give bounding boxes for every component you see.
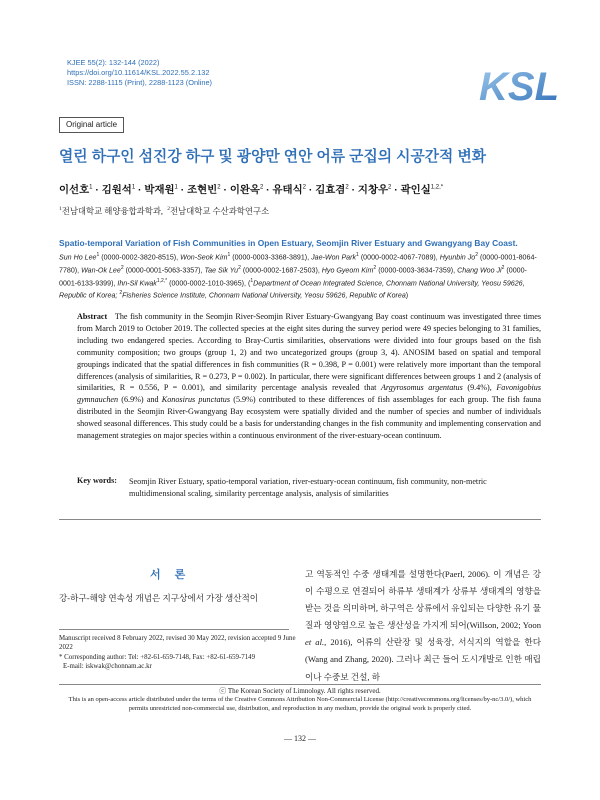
author-orcid[interactable]: (0000-0001-5063-3357): [125, 266, 201, 275]
author-separator: ·: [305, 185, 316, 196]
author-en-name: Tae Sik Yu: [204, 266, 239, 275]
section-divider: [59, 519, 541, 520]
author-ko-affil-mark: 1: [174, 184, 178, 191]
author-ko-name: 김효겸: [315, 185, 346, 196]
intro-left-text: 강-하구-해양 연속성 개념은 지구상에서 가장 생산적이: [59, 593, 259, 603]
author-en-name: Jae-Won Park: [311, 253, 357, 262]
author-en-name: Chang Woo Ji: [457, 266, 502, 275]
author-ko-affil-mark: 1: [89, 184, 93, 191]
species-1: Argyrosomus argentatus: [380, 383, 463, 393]
korean-affiliations: $^1$전남대학교 해양융합과학과, $^2$전남대학교 수산과학연구소: [59, 206, 270, 216]
author-en-affil-mark: 1: [356, 252, 359, 258]
intro-right-etal: et al.: [305, 637, 325, 648]
author-en-affil-mark: 2: [238, 264, 241, 271]
author-ko-affil-mark: 2: [259, 184, 264, 191]
author-ko-name: 이완옥: [229, 185, 260, 196]
logo-text: KSL: [479, 65, 559, 106]
keywords-label: Key words:: [77, 476, 117, 485]
affiliation-en-2: Fisheries Science Institute, Chonnam National University, Yeosu 59626, Republic of Korea: [122, 291, 406, 300]
copyright-line: ⓒ The Korean Society of Limnology. All rights reserved.: [219, 687, 381, 695]
license-text: This is an open-access article distributed under the terms of the Creative Commons Attribution Non-Commercial License (http://creativecommons.org/licenses/by-nc/3.0/), which permits unrestricted non-commercial use, distribution, and reproduction in any medium, provide the original work is properly cited.: [68, 696, 532, 712]
author-ko-name: 이선호: [59, 185, 90, 196]
footer-divider: [59, 684, 541, 685]
author-orcid[interactable]: (0000-0003-3634-7359): [378, 266, 454, 275]
english-title: Spatio-temporal Variation of Fish Communities in Open Estuary, Seomjin River Estuary and Gwangyang Bay Coast.: [59, 238, 518, 248]
abstract-section: [77, 311, 541, 442]
author-separator: ·: [135, 185, 145, 196]
author-orcid[interactable]: (0000-0002-3820-8515): [101, 253, 177, 262]
abstract-pct-1: (9.4%),: [462, 383, 497, 393]
author-en-affil-mark: 1,2,*: [156, 277, 168, 284]
author-en-affil-mark: 2: [501, 264, 505, 271]
author-ko-name: 유태식: [272, 185, 303, 196]
affiliation-ko-1: 전남대학교 해양융합과학과,: [61, 207, 164, 216]
author-separator: ·: [263, 185, 273, 196]
author-en-name: Ihn-Sil Kwak: [117, 278, 157, 287]
author-separator: ·: [220, 185, 230, 196]
manuscript-notes: [59, 634, 299, 672]
author-en-name: Sun Ho Lee: [59, 253, 97, 262]
abstract-text-2: (5.9%) contributed to these differences of fish assemblages for each group. The fish fauna distributed in the Seomjin River-Gwangyang Bay ecosystem were spatially divided and the number of species and number of individuals showed seasonal differences. This study could be a basis for understanding changes in the fish community and implementing conservation and management strategies on major species within a continuous environment of the river-estuary-ocean continuum.: [77, 395, 542, 441]
journal-meta: [67, 58, 212, 88]
species-3: Konosirus punctatus: [161, 395, 231, 405]
journal-issn: ISSN: 2288-1115 (Print), 2288-1123 (Online): [67, 78, 213, 87]
intro-heading: 서론: [150, 569, 200, 581]
author-separator: ·: [348, 185, 358, 196]
author-en-affil-mark: 2: [475, 252, 478, 258]
affiliation-en-1: Department of Ocean Integrated Science, Chonnam National University, Yeosu 59626, Republic of Korea;: [59, 278, 525, 300]
footer: [59, 687, 541, 713]
keywords-section: [77, 476, 541, 512]
article-type-badge: Original article: [59, 117, 124, 133]
author-ko-affil-mark: 2: [388, 184, 392, 191]
author-ko-affil-mark: 2: [302, 184, 306, 191]
author-en-name: Won-Seok Kim: [180, 253, 228, 262]
author-separator: ·: [92, 185, 102, 196]
species-2: Favonigobius gymnauchen: [77, 383, 542, 405]
author-orcid[interactable]: (0000-0002-4067-7089): [360, 253, 436, 262]
author-ko-name: 지창우: [357, 185, 389, 196]
notes-divider: [59, 629, 289, 630]
author-separator: ·: [177, 185, 188, 196]
english-authors: Sun Ho Lee$^1$ (0000-0002-3820-8515), Won-Seok Kim$^1$ (0000-0003-3368-3891), Jae-Won Park$^1$ (0000-0002-4067-7089), Hyunbin Jo$^2$ (0000-0001-8064-7780), Wan-Ok Lee$^2$ (0000-0001-5063-3357), Tae Sik Yu$^2$ (0000-0002-1687-2503), Hyo Gyeom Kim$^2$ (0000-0003-3634-7359), Chang Woo Ji$^2$ (0000-0001-6133-9399), Ihn-Sil Kwak$^{1,2,*}$ (0000-0002-1010-3965), ($^1$Department of Ocean Integrated Science, Chonnam National University, Yeosu 59626, Republic of Korea; $^2$Fisheries Science Institute, Chonnam National University, Yeosu 59626, Republic of Korea): [59, 252, 537, 300]
author-en-affil-mark: 1: [227, 252, 231, 258]
keywords-text: Seomjin River Estuary, spatio-temporal variation, river-estuary-ocean continuum, fish community, non-metric multidimensional scaling, similarity percentage analysis, analysis of similarities: [129, 477, 487, 498]
author-en-name: Hyo Gyeom Kim: [321, 266, 374, 275]
author-en-name: Wan-Ok Lee: [81, 266, 121, 275]
journal-citation: KJEE 55(2): 132-144 (2022): [67, 58, 160, 67]
ksl-logo: [478, 60, 560, 106]
intro-right-a: 고 역동적인 수중 생태계를 설명한다(Paerl, 2006). 이 개념은 강이 수평으로 연결되어 하류부 생태계가 상류부 생태계의 영향을 받는 것을 의미하며, 하구역은 상류에서 유입되는 다양한 유기 물질과 영양염으로 높은 생산성을 가지게 되어(Willson, 2002; Yoon: [305, 569, 541, 631]
abstract-pct-2: (6.9%) and: [118, 395, 162, 405]
page-number: — 132 —: [284, 734, 316, 743]
author-en-affil-mark: 2: [373, 264, 377, 271]
author-ko-name: 곽인실: [400, 185, 431, 196]
intro-right-text: [305, 566, 541, 686]
author-ko-affil-mark: 2: [217, 184, 221, 191]
author-orcid[interactable]: (0000-0002-1687-2503): [242, 266, 318, 275]
affiliation-ko-2: 전남대학교 수산과학연구소: [169, 207, 270, 216]
author-separator: ·: [391, 185, 401, 196]
korean-authors: [59, 181, 443, 196]
received-note: Manuscript received 8 February 2022, revised 30 May 2022, revision accepted 9 June 2022: [59, 635, 296, 652]
author-ko-affil-mark: 1,2,*: [430, 184, 444, 191]
author-ko-affil-mark: 1: [131, 184, 136, 191]
author-en-affil-mark: 2: [120, 264, 124, 271]
journal-doi-link[interactable]: https://doi.org/10.11614/KSL.2022.55.2.132: [67, 68, 210, 77]
author-ko-affil-mark: 2: [345, 184, 349, 191]
author-en-name: Hyunbin Jo: [439, 253, 476, 262]
intro-right-b: , 2016), 어류의 산란장 및 성육장, 서식지의 역할을 한다(Wang and Zhang, 2020). 그러나 최근 들어 도시개발로 인한 매립이나 수중보 건설, 하: [305, 637, 541, 682]
author-orcid[interactable]: (0000-0001-8064-7780): [59, 253, 537, 275]
corresponding-note: * Corresponding author: Tel: +82-61-659-7148, Fax: +82-61-659-7149: [59, 653, 256, 661]
abstract-text-1: The fish community in the Seomjin River-Seomjin River Estuary-Gwangyang Bay coast continuum was investigated three times from March 2019 to October 2019. The collected species at the eight sites during the survey period were 49 species belonging to 31 families, including two endangered species. According to Bray-Curtis similarities, observations were divided into four groups based on the fish community composition; two groups (group 1, 2) and two uncategorized groups (group 3, 4). ANOSIM based on spatial and temporal groupings indicated that the spatial differences in fish communities (R = 0.398, P = 0.001) were relatively more important than the temporal differences (analysis of similarities, R = 0.273, P = 0.002). In particular, there were significant differences between groups 1 and 2 (analysis of similarities, R = 0.556, P = 0.001), and similarity percentage analysis revealed that: [77, 312, 542, 393]
email-note[interactable]: E-mail: iskwak@chonnam.ac.kr: [63, 663, 152, 671]
korean-title: 열린 하구인 섬진강 하구 및 광양만 연안 어류 군집의 시공간적 변화: [59, 149, 487, 165]
author-orcid[interactable]: (0000-0001-6133-9399): [59, 266, 527, 287]
author-ko-name: 김원석: [101, 185, 132, 196]
author-ko-name: 박재원: [144, 185, 175, 196]
abstract-label: Abstract: [77, 312, 108, 321]
author-orcid[interactable]: (0000-0002-1010-3965): [169, 278, 245, 287]
author-en-affil-mark: 1: [96, 252, 100, 258]
author-ko-name: 조현빈: [187, 185, 218, 196]
author-orcid[interactable]: (0000-0003-3368-3891): [232, 253, 308, 262]
